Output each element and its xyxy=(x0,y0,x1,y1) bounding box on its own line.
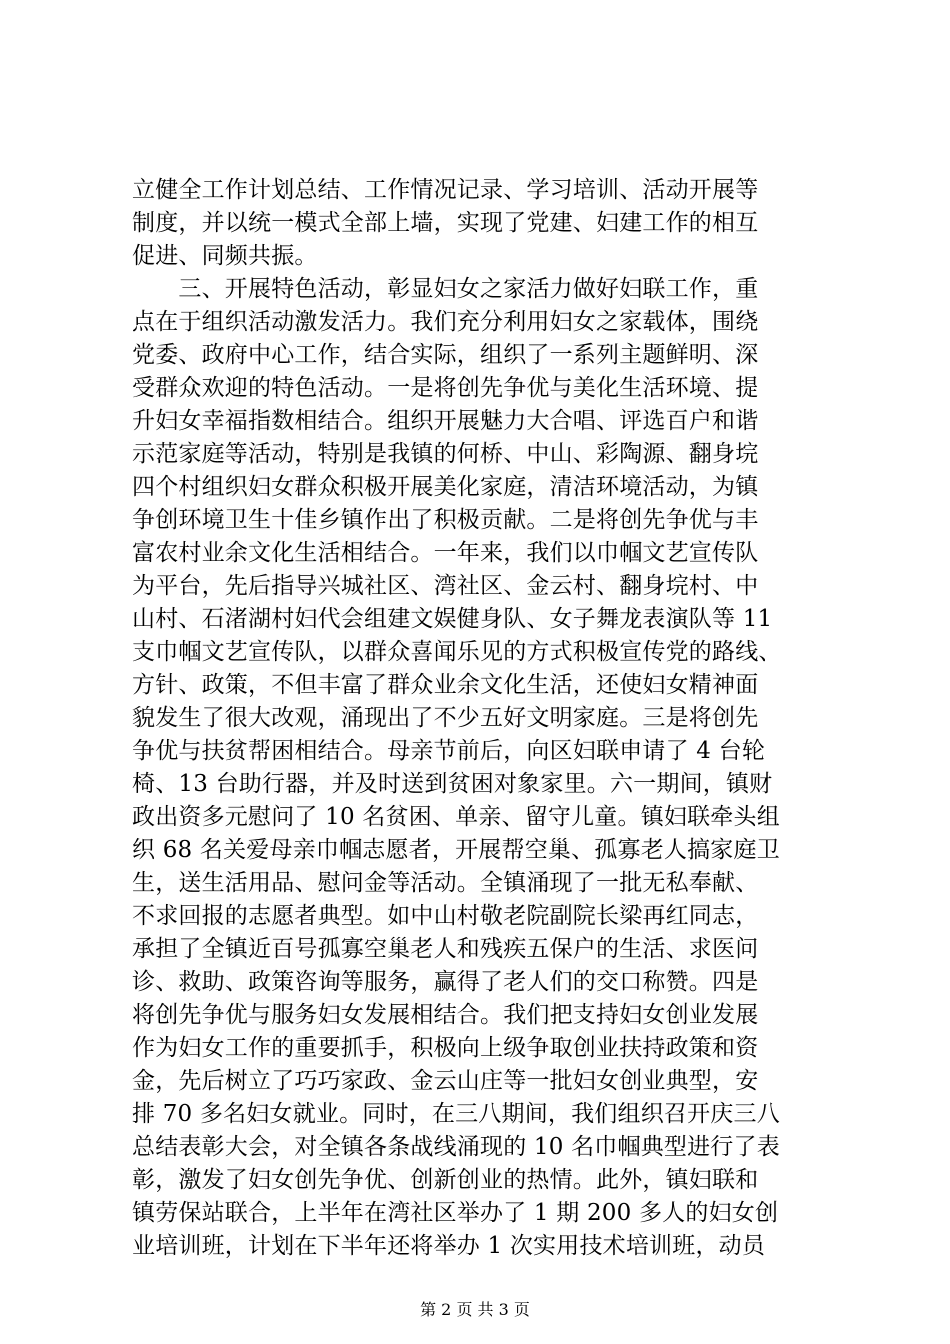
text-line: 受群众欢迎的特色活动。一是将创先争优与美化生活环境、提 xyxy=(132,375,759,401)
text-line: 织 68 名关爱母亲巾帼志愿者，开展帮空巢、孤寡老人搞家庭卫 xyxy=(132,837,780,863)
page-footer: 第 2 页 共 3 页 xyxy=(420,1300,530,1319)
text-line: 为平台，先后指导兴城社区、湾社区、金云村、翻身垸村、中 xyxy=(132,573,759,599)
text-line: 将创先争优与服务妇女发展相结合。我们把支持妇女创业发展 xyxy=(132,1002,759,1028)
text-line: 制度，并以统一模式全部上墙，实现了党建、妇建工作的相互 xyxy=(132,210,759,236)
text-line: 镇劳保站联合，上半年在湾社区举办了 1 期 200 多人的妇女创 xyxy=(132,1200,779,1226)
text-line: 政出资多元慰问了 10 名贫困、单亲、留守儿童。镇妇联牵头组 xyxy=(132,804,780,830)
text-line: 四个村组织妇女群众积极开展美化家庭，清洁环境活动，为镇 xyxy=(132,474,759,500)
text-line: 点在于组织活动激发活力。我们充分利用妇女之家载体，围绕 xyxy=(132,309,759,335)
text-line: 立健全工作计划总结、工作情况记录、学习培训、活动开展等 xyxy=(132,177,759,203)
text-line: 支巾帼文艺宣传队，以群众喜闻乐见的方式积极宣传党的路线、 xyxy=(132,639,782,665)
text-line: 椅、13 台助行器，并及时送到贫困对象家里。六一期间，镇财 xyxy=(132,771,773,797)
text-line: 争创环境卫生十佳乡镇作出了积极贡献。二是将创先争优与丰 xyxy=(132,507,759,533)
text-line: 升妇女幸福指数相结合。组织开展魅力大合唱、评选百户和谐 xyxy=(132,408,759,434)
text-line: 生，送生活用品、慰问金等活动。全镇涌现了一批无私奉献、 xyxy=(132,870,759,896)
text-line: 山村、石渚湖村妇代会组建文娱健身队、女子舞龙表演队等 11 xyxy=(132,606,773,632)
text-line: 排 70 多名妇女就业。同时，在三八期间，我们组织召开庆三八 xyxy=(132,1101,780,1127)
document-body xyxy=(132,174,822,1263)
text-line: 方针、政策，不但丰富了群众业余文化生活，还使妇女精神面 xyxy=(132,672,759,698)
text-line: 貌发生了很大改观，涌现出了不少五好文明家庭。三是将创先 xyxy=(132,705,759,731)
text-line: 三、开展特色活动，彰显妇女之家活力做好妇联工作，重 xyxy=(132,276,759,302)
text-line: 争优与扶贫帮困相结合。母亲节前后，向区妇联申请了 4 台轮 xyxy=(132,738,766,764)
text-line: 总结表彰大会，对全镇各条战线涌现的 10 名巾帼典型进行了表 xyxy=(132,1134,780,1160)
text-line: 诊、救助、政策咨询等服务，赢得了老人们的交口称赞。四是 xyxy=(132,969,759,995)
text-line: 金，先后树立了巧巧家政、金云山庄等一批妇女创业典型，安 xyxy=(132,1068,759,1094)
text-line: 促进、同频共振。 xyxy=(132,243,318,269)
text-line: 彰，激发了妇女创先争优、创新创业的热情。此外，镇妇联和 xyxy=(132,1167,759,1193)
text-line: 不求回报的志愿者典型。如中山村敬老院副院长梁再红同志， xyxy=(132,903,759,929)
text-line: 业培训班，计划在下半年还将举办 1 次实用技术培训班，动员 xyxy=(132,1233,766,1259)
text-line: 示范家庭等活动，特别是我镇的何桥、中山、彩陶源、翻身垸 xyxy=(132,441,759,467)
text-line: 作为妇女工作的重要抓手，积极向上级争取创业扶持政策和资 xyxy=(132,1035,759,1061)
text-line: 党委、政府中心工作，结合实际，组织了一系列主题鲜明、深 xyxy=(132,342,759,368)
text-line: 富农村业余文化生活相结合。一年来，我们以巾帼文艺宣传队 xyxy=(132,540,759,566)
text-line: 承担了全镇近百号孤寡空巢老人和残疾五保户的生活、求医问 xyxy=(132,936,759,962)
